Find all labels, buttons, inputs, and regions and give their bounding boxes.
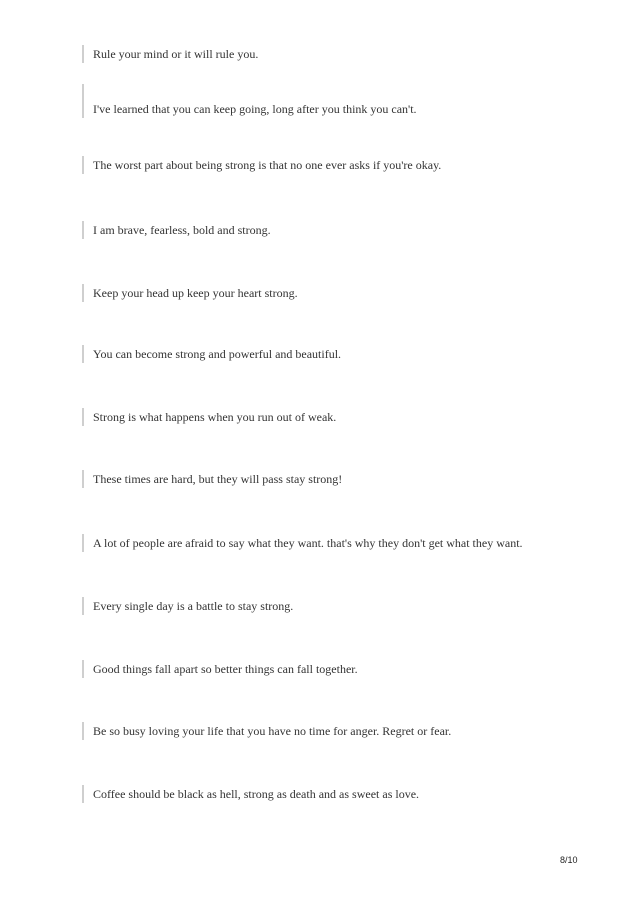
quote-item: Keep your head up keep your heart strong. xyxy=(82,284,613,302)
quote-item: You can become strong and powerful and beautiful. xyxy=(82,345,613,363)
quote-item: Every single day is a battle to stay strong. xyxy=(82,597,613,615)
page-number: 8/10 xyxy=(560,855,578,865)
quote-item: Be so busy loving your life that you have no time for anger. Regret or fear. xyxy=(82,722,613,740)
quote-item: Rule your mind or it will rule you. xyxy=(82,45,613,63)
quote-item: I've learned that you can keep going, long after you think you can't. xyxy=(82,84,613,118)
quote-item: Coffee should be black as hell, strong as death and as sweet as love. xyxy=(82,785,613,803)
quote-item: Strong is what happens when you run out of weak. xyxy=(82,408,613,426)
quote-item: I am brave, fearless, bold and strong. xyxy=(82,221,613,239)
quote-item: Good things fall apart so better things can fall together. xyxy=(82,660,613,678)
quote-item: A lot of people are afraid to say what they want. that's why they don't get what they want. xyxy=(82,534,613,552)
quote-item: The worst part about being strong is that no one ever asks if you're okay. xyxy=(82,156,613,174)
quote-item: These times are hard, but they will pass stay strong! xyxy=(82,470,613,488)
